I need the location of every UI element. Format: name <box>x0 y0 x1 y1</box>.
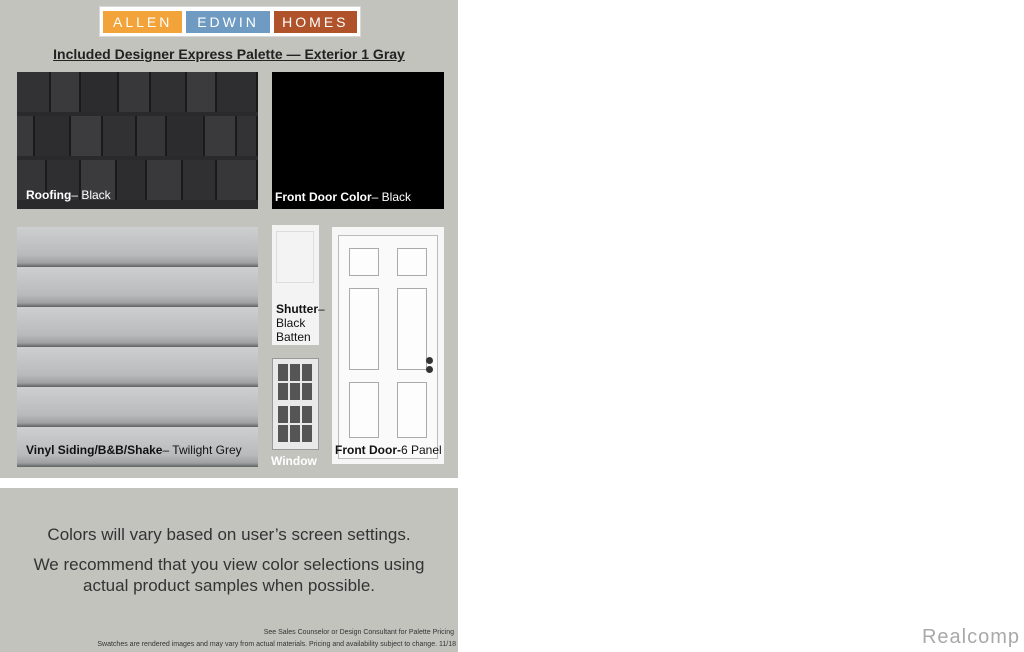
siding-board <box>17 307 258 347</box>
disclaimer-line-2: We recommend that you view color selections using <box>33 555 425 574</box>
palette-title: Included Designer Express Palette — Exterior 1 Gray <box>53 46 405 62</box>
logo-word-homes: HOMES <box>274 11 357 33</box>
roofing-value: – Black <box>71 188 111 202</box>
siding-board <box>17 227 258 267</box>
vinyl-siding-label <box>26 443 242 457</box>
window-swatch <box>272 358 319 450</box>
vinyl-siding-name: Vinyl Siding/B&B/Shake <box>26 443 163 457</box>
logo-word-allen: ALLEN <box>103 11 182 33</box>
roofing-name: Roofing <box>26 188 72 202</box>
roofing-swatch <box>17 72 258 209</box>
door-knob <box>426 357 433 364</box>
vinyl-siding-swatch <box>17 227 258 465</box>
disclaimer-line-3: actual product samples when possible. <box>83 576 375 595</box>
front-door-swatch <box>332 227 444 464</box>
door-panel <box>349 382 379 438</box>
siding-board <box>17 347 258 387</box>
front-door-color-label <box>275 190 411 204</box>
front-door-label <box>335 443 442 457</box>
door-panel <box>397 382 427 438</box>
door-panel <box>349 288 379 370</box>
vinyl-siding-value: – Twilight Grey <box>162 443 242 457</box>
shutter-value-line1: Black <box>276 316 306 330</box>
shingle-row <box>17 116 258 156</box>
pricing-note: See Sales Counselor or Design Consultant for Palette Pricing <box>263 629 454 636</box>
disclaimer-line-1: Colors will vary based on user’s screen settings. <box>47 525 411 544</box>
door-frame <box>338 235 438 459</box>
siding-board <box>17 387 258 427</box>
swatch-disclaimer: Swatches are rendered images and may vary from actual materials. Pricing and availability subject to change. 11/18 <box>97 641 456 648</box>
shutter-label <box>276 302 325 344</box>
front-door-name: Front Door- <box>335 443 401 457</box>
door-panel <box>397 248 427 276</box>
shutter-value-line2: Batten <box>276 330 311 344</box>
shutter-swatch <box>272 225 325 345</box>
front-door-value: 6 Panel <box>400 443 442 457</box>
logo-word-edwin: EDWIN <box>186 11 269 33</box>
front-door-color-value: – Black <box>371 190 412 204</box>
front-door-color-swatch <box>272 72 444 209</box>
roofing-label <box>26 188 111 202</box>
shutter-dash: – <box>318 302 325 316</box>
door-knob <box>426 366 433 373</box>
siding-board <box>17 267 258 307</box>
shingle-row <box>17 72 258 112</box>
disclaimer-panel <box>0 488 458 652</box>
door-panel <box>397 288 427 370</box>
allen-edwin-homes-logo <box>99 6 361 37</box>
door-panel <box>349 248 379 276</box>
shutter-batten <box>276 231 314 283</box>
front-door-color-name: Front Door Color <box>275 190 372 204</box>
window-label: Window <box>271 454 317 468</box>
realcomp-watermark: Realcomp <box>921 626 1020 648</box>
shutter-name: Shutter <box>276 302 318 316</box>
